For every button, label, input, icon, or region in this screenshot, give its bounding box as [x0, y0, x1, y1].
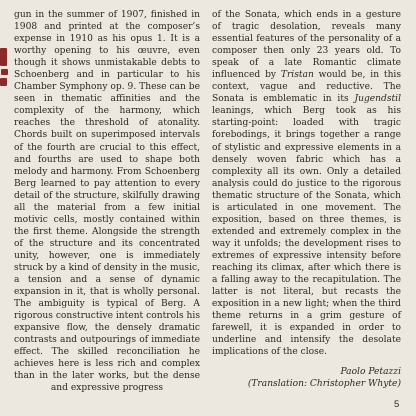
margin-mark [0, 48, 7, 66]
right-column [212, 9, 401, 390]
text-segment: leanings, which Berg took as his starting-point: loaded with tragic forebodings, it brings together a range of stylistic and expressive elements in a densely woven fabric which has a complexity all its own. Only a detailed analysis could do justice to the rigorous thematic structure of the Sonata, which is articulated in one movement. The exposition, based on three themes, is extended and extremely complex in the way it unfolds; the development rises to extremes of expressive intensity before reaching its climax, after which there is a falling away to the recapitulation. The latter is not literal, but recasts the exposition in a new light; when the third theme returns in a grim gesture of farewell, it is expanded in order to underline and intensify the desolate implications of the close. [212, 106, 401, 358]
translation-credit: (Translation: Christopher Whyte) [247, 379, 401, 390]
margin-mark [0, 78, 7, 86]
margin-mark [1, 69, 8, 75]
margin-marks [0, 48, 10, 89]
signature-block [212, 366, 401, 390]
author-name: Paolo Petazzi [340, 367, 401, 378]
right-column-text [212, 9, 401, 358]
text-segment: of the Sonata, which ends in a gesture of tragic desolation, reveals many essential features of the personality of a composer then only 23 years old. To speak of a late Romantic climate influenced by [212, 10, 401, 81]
page-number: 5 [394, 399, 400, 410]
italic-segment-jugendstil: Jugendstil [354, 94, 401, 105]
left-column [14, 9, 200, 395]
text-segment: would be, in this context, vague and reductive. The Sonata is emblematic in its [212, 70, 401, 105]
left-column-text: gun in the summer of 1907, finished in 1908 and printed at the composer’s expense in 1910 as his opus 1. It is a worthy opening to his œuvre, even though it shows unmistakable debts to Schoenberg and in particular to his Chamber Symphony op. 9. These can be seen in thematic affinities and the complexity of the harmony, which reaches the threshold of atonality. Chords built on superimposed intervals of the fourth are crucial to this effect, and fourths are used to shape both melody and harmony. From Schoenberg Berg learned to pay attention to every detail of the structure, skilfully drawing all the material from a few initial motivic cells, mostly contained within the first theme. Alongside the strength of the structure and its concentrated unity, however, one is immediately struck by a kind of density in the music, a tension and a sense of dynamic expansion in it, that is wholly personal. The ambiguity is typical of Berg. A rigorous constructive intent controls his expansive flow, the densely dramatic contrasts and outpourings of immediate effect. The skilled reconciliation he achieves here is less rich and complex than in the later works, but the dense and expressive progress [14, 10, 200, 394]
italic-segment-tristan: Tristan [280, 70, 314, 81]
